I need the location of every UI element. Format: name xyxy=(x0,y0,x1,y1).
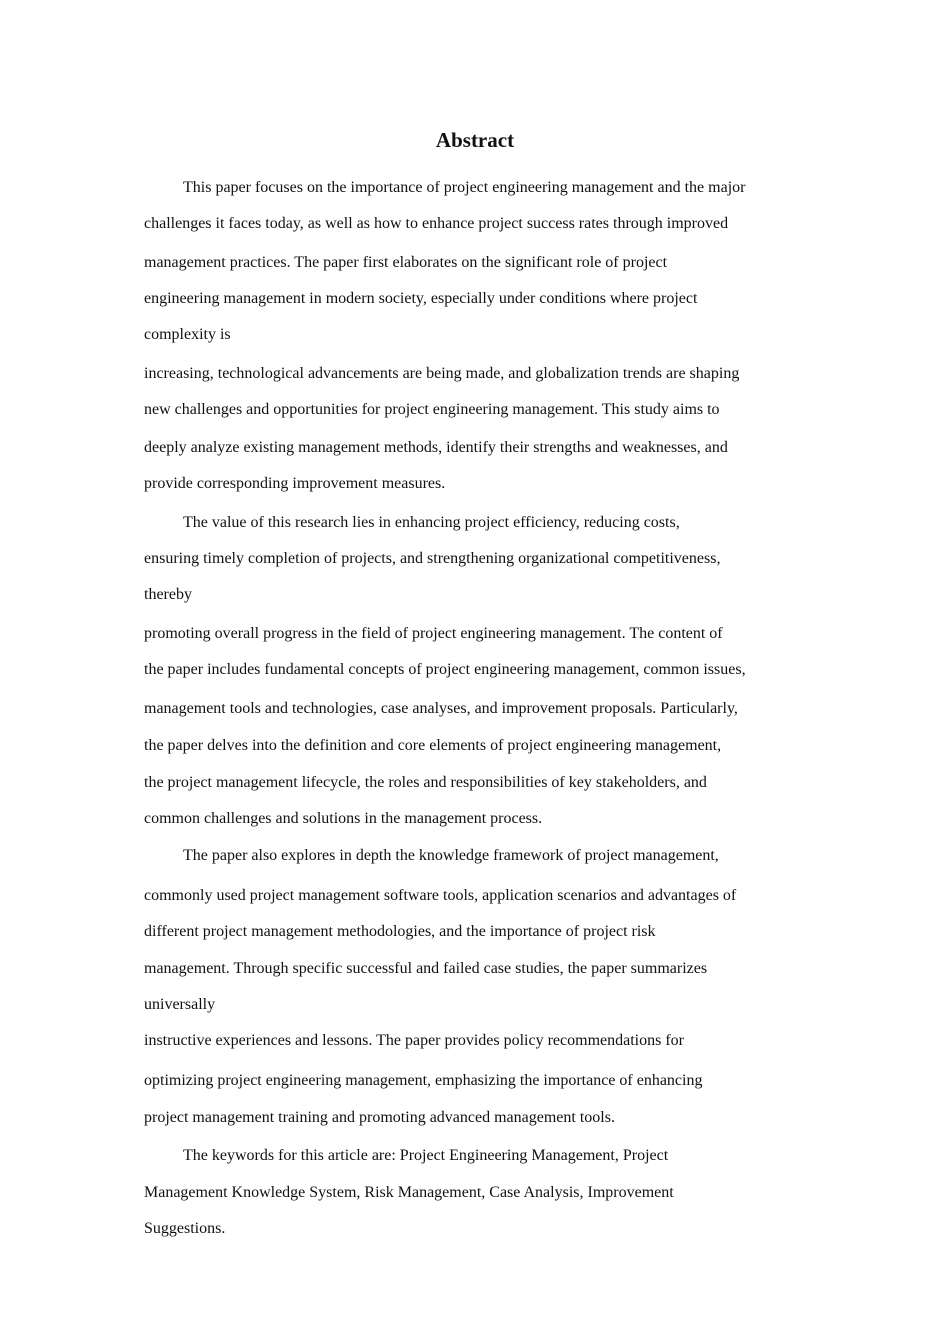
paragraph-2-line-8: the project management lifecycle, the roles and responsibilities of key stakeholders, and xyxy=(144,774,707,791)
abstract-title: Abstract xyxy=(435,128,515,152)
paragraph-1-line-1: This paper focuses on the importance of project engineering management and the major xyxy=(183,179,746,196)
paragraph-1-line-2: challenges it faces today, as well as how to enhance project success rates through improved xyxy=(144,215,729,232)
paragraph-1-line-3: management practices. The paper first elaborates on the significant role of project xyxy=(144,254,668,271)
paragraph-1-line-4: engineering management in modern society, especially under conditions where project xyxy=(144,290,698,307)
keywords-line-1: The keywords for this article are: Project Engineering Management, Project xyxy=(183,1147,669,1164)
paragraph-2-line-9: common challenges and solutions in the management process. xyxy=(144,810,543,827)
paragraph-3-line-1: The paper also explores in depth the knowledge framework of project management, xyxy=(183,847,719,864)
paragraph-3-line-3: different project management methodologies, and the importance of project risk xyxy=(144,923,656,940)
paragraph-2-line-7: the paper delves into the definition and core elements of project engineering management, xyxy=(144,737,722,754)
paragraph-3-line-4: management. Through specific successful and failed case studies, the paper summarizes xyxy=(144,960,708,977)
paragraph-1-line-6: increasing, technological advancements are being made, and globalization trends are shaping xyxy=(144,365,740,382)
paragraph-2-line-4: promoting overall progress in the field of project engineering management. The content of xyxy=(144,625,723,642)
paragraph-2-line-1: The value of this research lies in enhancing project efficiency, reducing costs, xyxy=(183,514,680,531)
keywords-line-3: Suggestions. xyxy=(144,1220,226,1237)
paragraph-2-line-6: management tools and technologies, case analyses, and improvement proposals. Particularly, xyxy=(144,700,738,717)
paragraph-2-line-2: ensuring timely completion of projects, and strengthening organizational competitiveness, xyxy=(144,550,721,567)
paragraph-1-line-7: new challenges and opportunities for project engineering management. This study aims to xyxy=(144,401,720,418)
keywords-line-2: Management Knowledge System, Risk Management, Case Analysis, Improvement xyxy=(144,1184,674,1201)
paragraph-3-line-5: universally xyxy=(144,996,216,1013)
paragraph-3-line-8: project management training and promoting advanced management tools. xyxy=(144,1109,615,1126)
paragraph-2-line-5: the paper includes fundamental concepts of project engineering management, common issues, xyxy=(144,661,746,678)
paragraph-2-line-3: thereby xyxy=(144,586,192,603)
paragraph-3-line-2: commonly used project management software tools, application scenarios and advantages of xyxy=(144,887,737,904)
paragraph-1-line-9: provide corresponding improvement measures. xyxy=(144,475,446,492)
paragraph-1-line-5: complexity is xyxy=(144,326,231,343)
paragraph-3-line-6: instructive experiences and lessons. The paper provides policy recommendations for xyxy=(144,1032,684,1049)
paragraph-1-line-8: deeply analyze existing management methods, identify their strengths and weaknesses, and xyxy=(144,439,728,456)
paragraph-3-line-7: optimizing project engineering management, emphasizing the importance of enhancing xyxy=(144,1072,703,1089)
